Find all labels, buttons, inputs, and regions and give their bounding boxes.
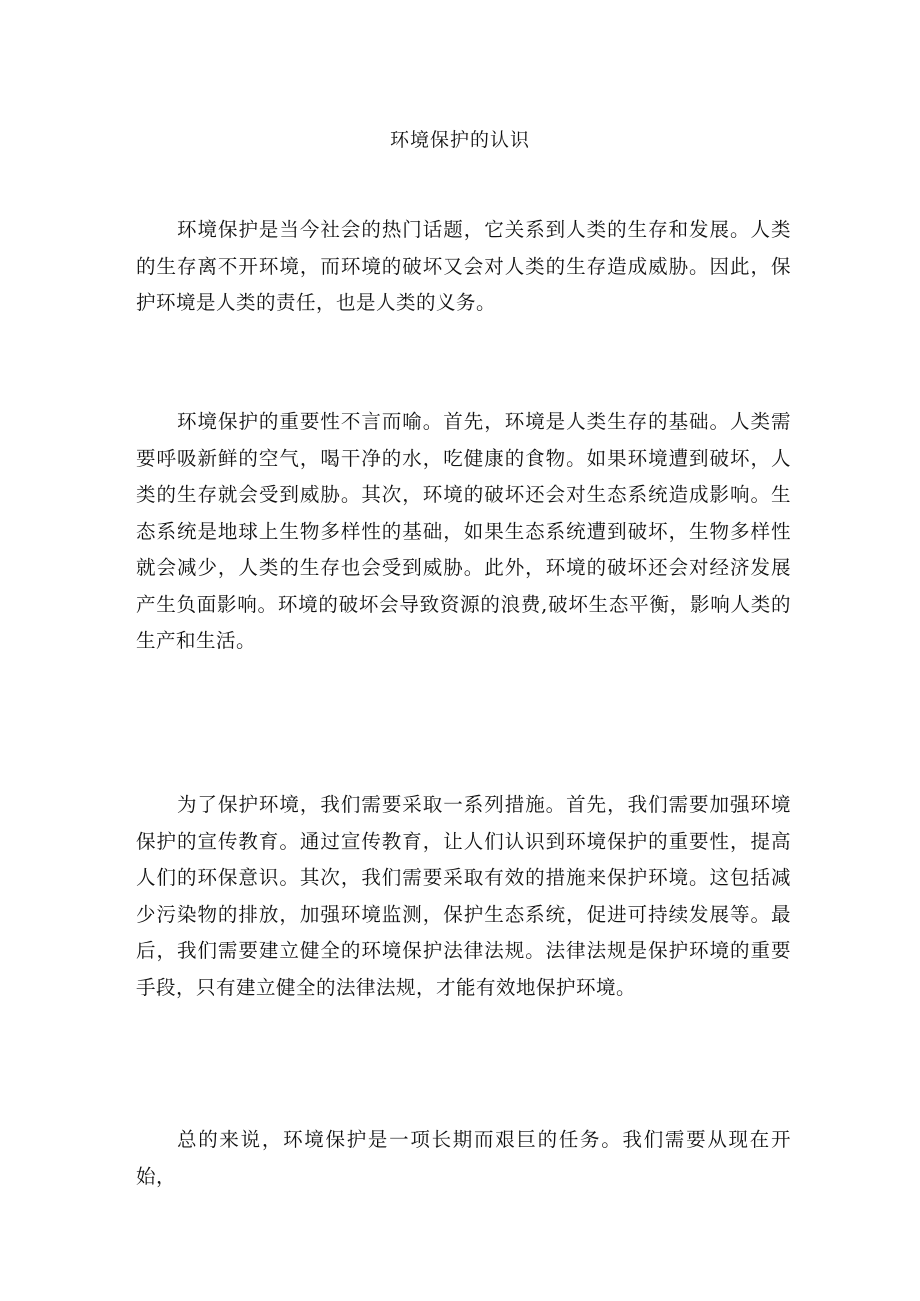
paragraph-conclusion: 总的来说，环境保护是一项长期而艰巨的任务。我们需要从现在开始， bbox=[136, 1128, 791, 1188]
document-title: 环境保护的认识 bbox=[389, 129, 530, 151]
paragraph-measures: 为了保护环境，我们需要采取一系列措施。首先，我们需要加强环境保护的宣传教育。通过宣传教育，让人们认识到环境保护的重要性，提高人们的环保意识。其次，我们需要采取有效的措施来保护环境。这包括减少污染物的排放，加强环境监测，保护生态系统，促进可持续发展等。最后，我们需要建立健全的环境保护法律法规。法律法规是保护环境的重要手段，只有建立健全的法律法规，才能有效地保护环境。 bbox=[136, 793, 791, 999]
paragraph-intro: 环境保护是当今社会的热门话题，它关系到人类的生存和发展。人类的生存离不开环境，而环境的破坏又会对人类的生存造成威胁。因此，保护环境是人类的责任，也是人类的义务。 bbox=[136, 218, 791, 314]
paragraph-importance: 环境保护的重要性不言而喻。首先，环境是人类生存的基础。人类需要呼吸新鲜的空气，喝干净的水，吃健康的食物。如果环境遭到破坏，人类的生存就会受到威胁。其次，环境的破坏还会对生态系统造成影响。生态系统是地球上生物多样性的基础，如果生态系统遭到破坏，生物多样性就会减少，人类的生存也会受到威胁。此外，环境的破坏还会对经济发展产生负面影响。环境的破坏会导致资源的浪费,破坏生态平衡，影响人类的生产和生活。 bbox=[136, 410, 791, 652]
